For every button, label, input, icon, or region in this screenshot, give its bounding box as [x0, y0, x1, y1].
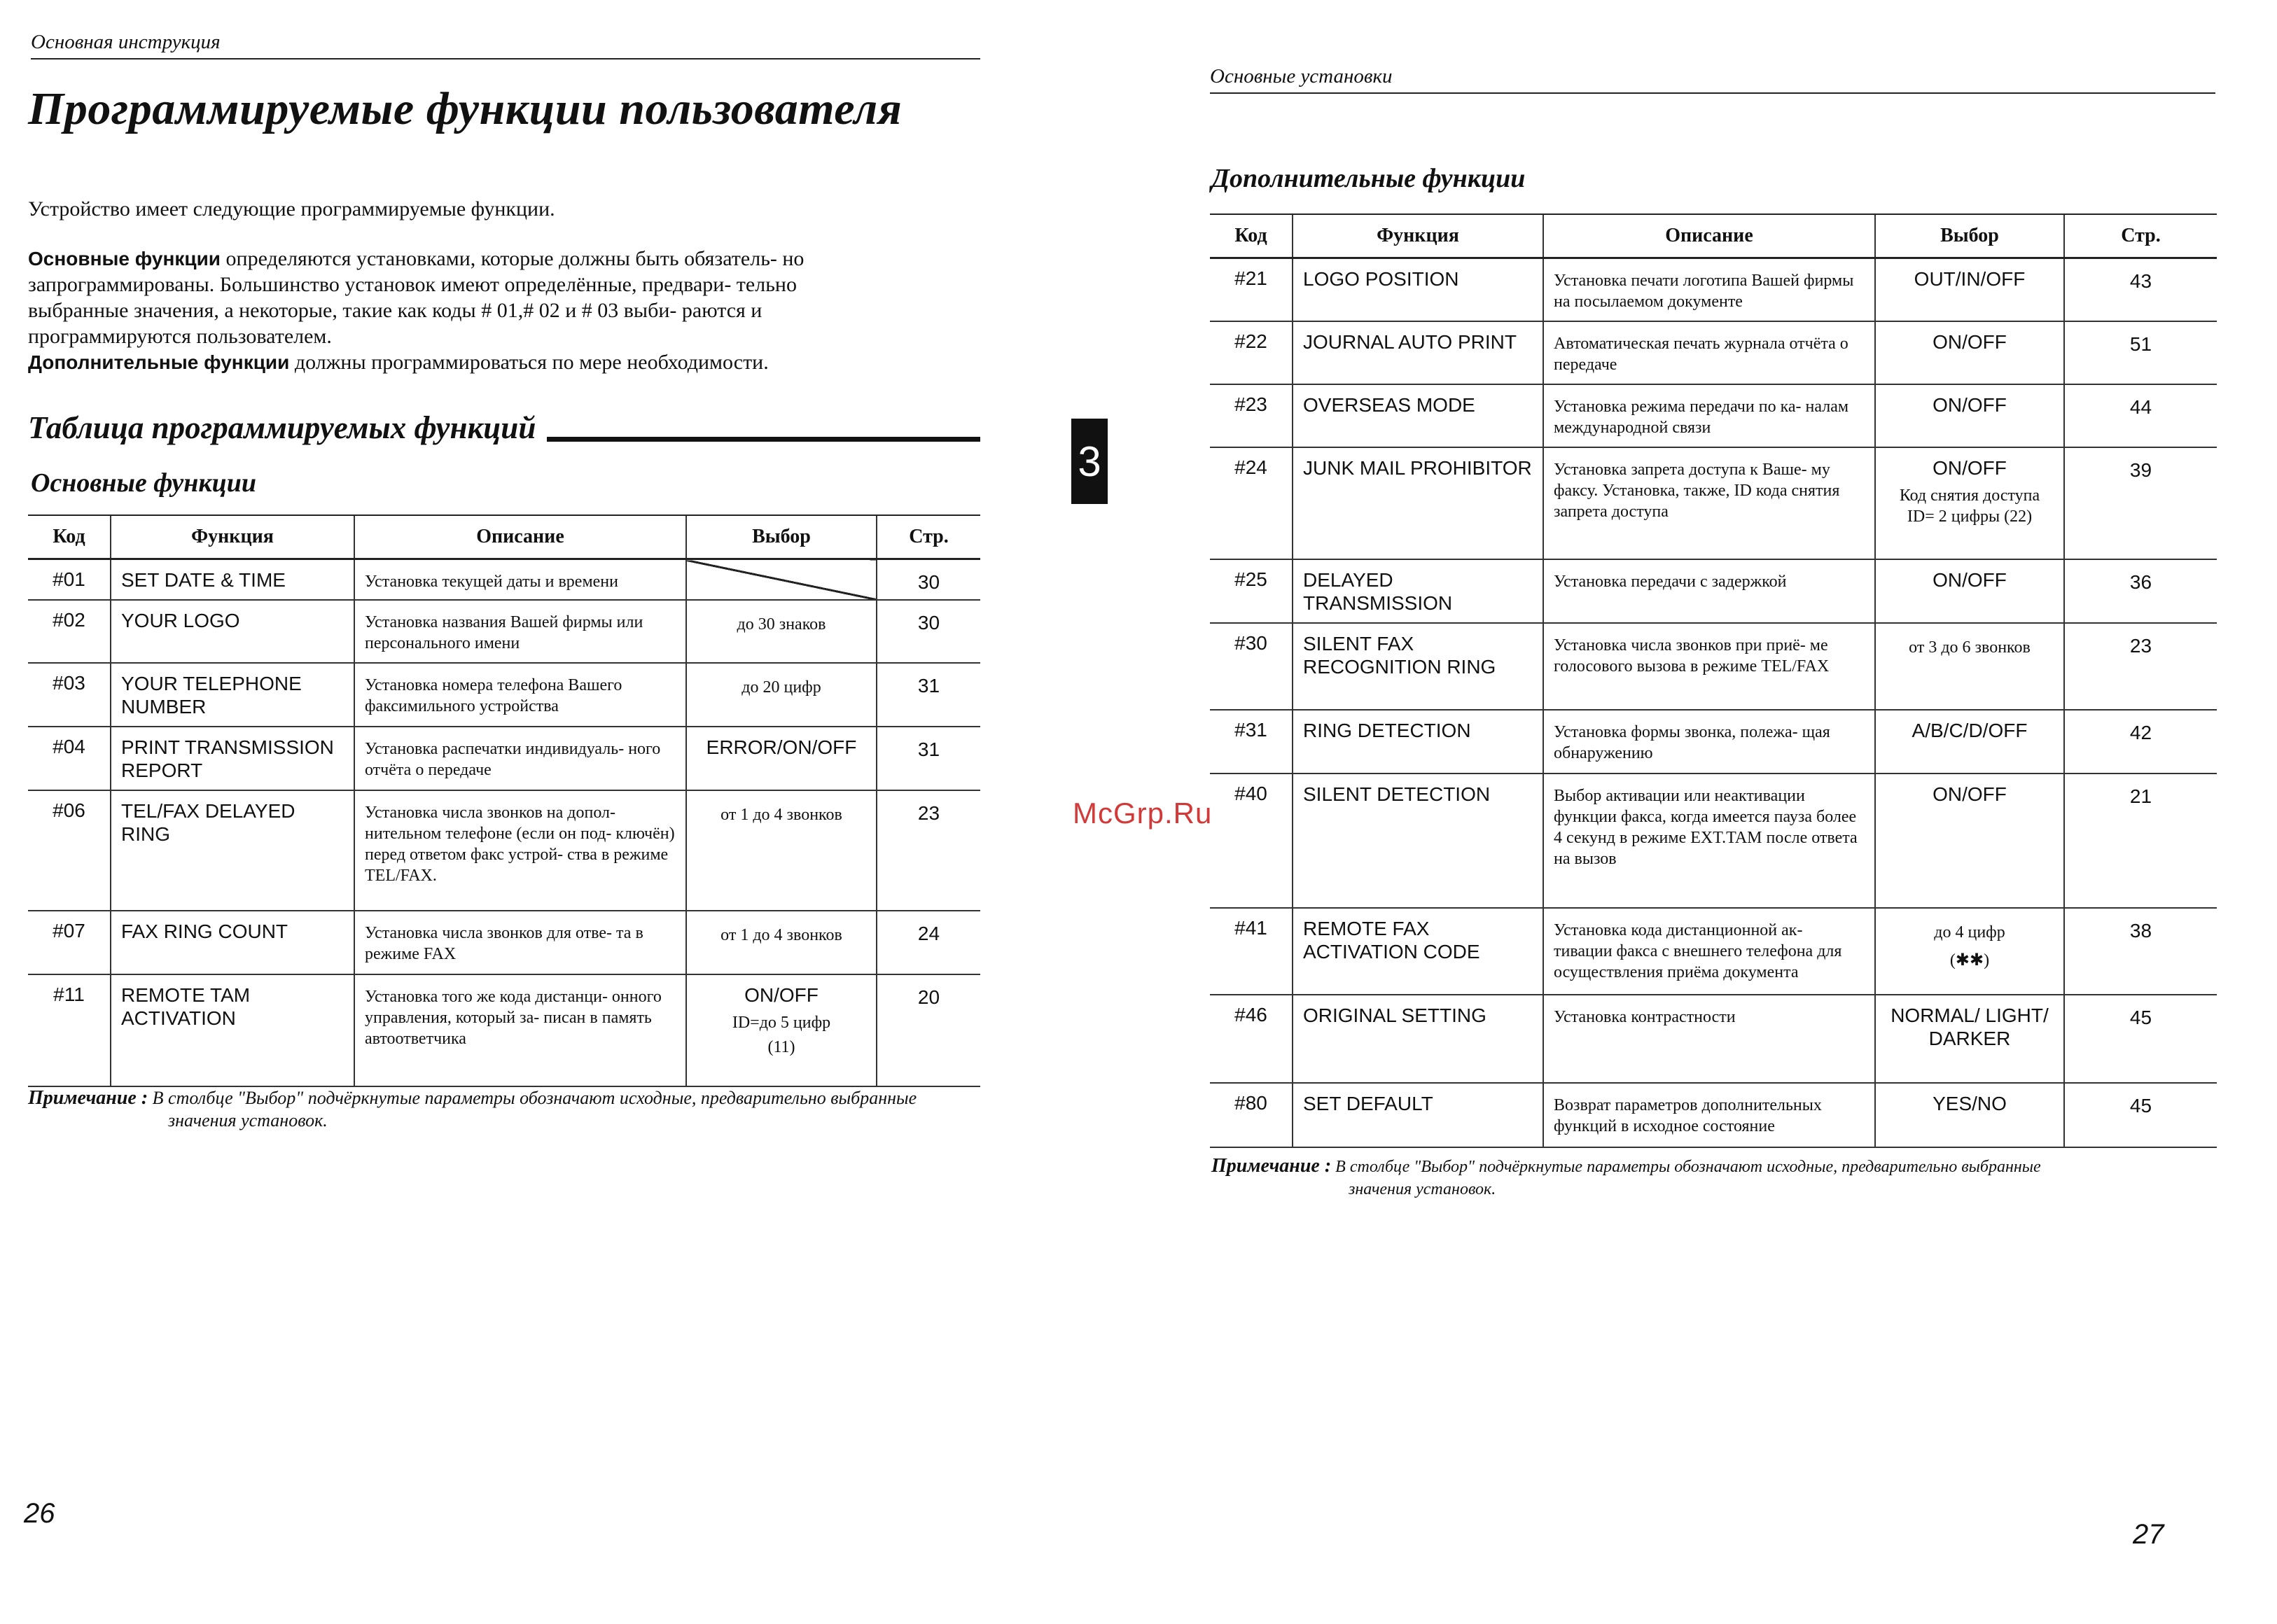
page-cell: 42: [2064, 710, 2217, 774]
table-row: [28, 974, 980, 1086]
code-cell: #03: [28, 663, 111, 727]
description-cell: Установка текущей даты и времени: [354, 559, 686, 601]
description-cell: Установка номера телефона Вашего факсимильного устройства: [354, 663, 686, 727]
choice-cell: NORMAL/ LIGHT/ DARKER: [1875, 995, 2064, 1083]
page-number: 27: [2133, 1519, 2164, 1550]
function-cell: SILENT DETECTION: [1293, 774, 1543, 908]
function-cell: FAX RING COUNT: [111, 911, 354, 974]
page-cell: 43: [2064, 258, 2217, 321]
code-cell: #04: [28, 727, 111, 790]
table-row: [1210, 559, 2217, 623]
page-cell: 31: [877, 727, 980, 790]
function-cell: TEL/FAX DELAYED RING: [111, 790, 354, 911]
function-cell: SILENT FAX RECOGNITION RING: [1293, 623, 1543, 710]
section-title: Таблица программируемых функций: [28, 410, 980, 446]
table-row: [28, 790, 980, 911]
function-cell: LOGO POSITION: [1293, 258, 1543, 321]
page-number: 26: [24, 1498, 55, 1529]
table-header-row: [28, 515, 980, 559]
table-note: Примечание : В столбце "Выбор" подчёркнутые параметры обозначают исходные, предварительно выбранные значения установок.: [28, 1087, 917, 1130]
choice-cell: ON/OFF Код снятия доступа ID= 2 цифры (22): [1875, 447, 2064, 559]
function-cell: SET DATE & TIME: [111, 559, 354, 601]
function-cell: DELAYED TRANSMISSION: [1293, 559, 1543, 623]
basic-functions-table: [28, 514, 980, 1087]
function-cell: PRINT TRANSMISSION REPORT: [111, 727, 354, 790]
choice-cell: от 3 до 6 звонков: [1875, 623, 2064, 710]
function-cell: YOUR LOGO: [111, 600, 354, 663]
page-cell: 24: [877, 911, 980, 974]
table-row: [28, 727, 980, 790]
code-cell: #25: [1210, 559, 1293, 623]
code-cell: #24: [1210, 447, 1293, 559]
choice-cell: от 1 до 4 звонков: [686, 911, 877, 974]
left-page: [0, 0, 1138, 1624]
page-cell: 36: [2064, 559, 2217, 623]
code-cell: #31: [1210, 710, 1293, 774]
choice-cell: до 20 цифр: [686, 663, 877, 727]
table-row: [1210, 774, 2217, 908]
choice-cell: до 4 цифр (✱✱): [1875, 908, 2064, 995]
code-cell: #41: [1210, 908, 1293, 995]
page-cell: 38: [2064, 908, 2217, 995]
choice-cell: от 1 до 4 звонков: [686, 790, 877, 911]
choice-cell: ERROR/ON/OFF: [686, 727, 877, 790]
description-cell: Установка запрета доступа к Ваше- му факсу. Установка, также, ID кода снятия запрета доступа: [1543, 447, 1875, 559]
table-row: [1210, 908, 2217, 995]
running-header: Основные установки: [1210, 65, 2215, 94]
subsection-title: Основные функции: [31, 468, 257, 498]
intro-text: [28, 196, 896, 399]
table-row: [28, 559, 980, 601]
table-note: Примечание : В столбце "Выбор" подчёркнутые параметры обозначают исходные, предварительно выбранные значения установок.: [1211, 1155, 2041, 1198]
table-header: Функция: [1293, 214, 1543, 258]
choice-cell: OUT/IN/OFF: [1875, 258, 2064, 321]
page-cell: 31: [877, 663, 980, 727]
watermark: McGrp.Ru: [1073, 797, 1213, 830]
table-row: [1210, 258, 2217, 321]
page-cell: 39: [2064, 447, 2217, 559]
subsection-title: Дополнительные функции: [1211, 164, 1526, 193]
page-cell: 44: [2064, 384, 2217, 447]
choice-cell: A/B/C/D/OFF: [1875, 710, 2064, 774]
table-header: Выбор: [1875, 214, 2064, 258]
description-cell: Автоматическая печать журнала отчёта о передаче: [1543, 321, 1875, 384]
choice-cell: [686, 559, 877, 601]
description-cell: Установка распечатки индивидуаль- ного отчёта о передаче: [354, 727, 686, 790]
right-page: [1138, 0, 2277, 1624]
table-row: [1210, 995, 2217, 1083]
description-cell: Установка числа звонков на допол- нительном телефоне (если он под- ключён) перед ответом факс устрой- ства в режиме TEL/FAX.: [354, 790, 686, 911]
function-cell: JUNK MAIL PROHIBITOR: [1293, 447, 1543, 559]
table-row: [1210, 447, 2217, 559]
page-cell: 30: [877, 559, 980, 601]
page-title: Программируемые функции пользователя: [28, 83, 903, 134]
code-cell: #06: [28, 790, 111, 911]
table-header-row: [1210, 214, 2217, 258]
intro-paragraph: Основные функции определяются установками, которые должны быть обязатель- но запрограммированы. Большинство установок имеют определённые, предвари- тельно выбранные значения, а некоторые, такие как коды # 01,# 02 и # 03 выби- раются и программируются пользователем. Дополнительные функции должны программироваться по мере необходимости.: [28, 247, 805, 374]
function-cell: JOURNAL AUTO PRINT: [1293, 321, 1543, 384]
page-cell: 45: [2064, 995, 2217, 1083]
intro-line: Устройство имеет следующие программируемые функции.: [28, 197, 555, 220]
choice-cell: YES/NO: [1875, 1083, 2064, 1147]
code-cell: #11: [28, 974, 111, 1086]
code-cell: #01: [28, 559, 111, 601]
choice-cell: до 30 знаков: [686, 600, 877, 663]
table-header: Код: [28, 515, 111, 559]
table-header: Стр.: [2064, 214, 2217, 258]
description-cell: Выбор активации или неактивации функции факса, когда имеется пауза более 4 секунд в режиме EXT.TAM после ответа на вызов: [1543, 774, 1875, 908]
description-cell: Установка числа звонков при приё- ме голосового вызова в режиме TEL/FAX: [1543, 623, 1875, 710]
code-cell: #46: [1210, 995, 1293, 1083]
chapter-tab: 3: [1071, 419, 1108, 504]
code-cell: #80: [1210, 1083, 1293, 1147]
choice-cell: ON/OFF: [1875, 559, 2064, 623]
code-cell: #30: [1210, 623, 1293, 710]
code-cell: #22: [1210, 321, 1293, 384]
running-header: Основная инструкция: [31, 31, 980, 59]
description-cell: Установка формы звонка, полежа- щая обнаружению: [1543, 710, 1875, 774]
function-cell: REMOTE TAM ACTIVATION: [111, 974, 354, 1086]
page-cell: 30: [877, 600, 980, 663]
choice-cell: ON/OFF ID=до 5 цифр (11): [686, 974, 877, 1086]
code-cell: #21: [1210, 258, 1293, 321]
table-row: [1210, 710, 2217, 774]
function-cell: OVERSEAS MODE: [1293, 384, 1543, 447]
code-cell: #40: [1210, 774, 1293, 908]
table-header: Описание: [354, 515, 686, 559]
table-header: Стр.: [877, 515, 980, 559]
page-cell: 21: [2064, 774, 2217, 908]
choice-cell: ON/OFF: [1875, 774, 2064, 908]
function-cell: YOUR TELEPHONE NUMBER: [111, 663, 354, 727]
page-cell: 23: [2064, 623, 2217, 710]
description-cell: Установка печати логотипа Вашей фирмы на посылаемом документе: [1543, 258, 1875, 321]
description-cell: Установка названия Вашей фирмы или персонального имени: [354, 600, 686, 663]
page-cell: 20: [877, 974, 980, 1086]
code-cell: #07: [28, 911, 111, 974]
table-row: [28, 663, 980, 727]
page-cell: 23: [877, 790, 980, 911]
table-row: [1210, 321, 2217, 384]
description-cell: Установка числа звонков для отве- та в режиме FAX: [354, 911, 686, 974]
table-header: Код: [1210, 214, 1293, 258]
choice-cell: ON/OFF: [1875, 384, 2064, 447]
description-cell: Установка режима передачи по ка- налам международной связи: [1543, 384, 1875, 447]
description-cell: Установка кода дистанционной ак- тивации факса с внешнего телефона для осуществления приёма документа: [1543, 908, 1875, 995]
choice-cell: ON/OFF: [1875, 321, 2064, 384]
table-row: [1210, 1083, 2217, 1147]
description-cell: Возврат параметров дополнительных функций в исходное состояние: [1543, 1083, 1875, 1147]
code-cell: #23: [1210, 384, 1293, 447]
function-cell: REMOTE FAX ACTIVATION CODE: [1293, 908, 1543, 995]
table-row: [1210, 384, 2217, 447]
function-cell: ORIGINAL SETTING: [1293, 995, 1543, 1083]
description-cell: Установка передачи с задержкой: [1543, 559, 1875, 623]
table-header: Описание: [1543, 214, 1875, 258]
description-cell: Установка контрастности: [1543, 995, 1875, 1083]
table-header: Выбор: [686, 515, 877, 559]
additional-functions-table: [1210, 214, 2217, 1148]
table-row: [28, 911, 980, 974]
description-cell: Установка того же кода дистанци- онного управления, который за- писан в память автоответчика: [354, 974, 686, 1086]
table-row: [28, 600, 980, 663]
code-cell: #02: [28, 600, 111, 663]
function-cell: RING DETECTION: [1293, 710, 1543, 774]
function-cell: SET DEFAULT: [1293, 1083, 1543, 1147]
page-cell: 51: [2064, 321, 2217, 384]
page-cell: 45: [2064, 1083, 2217, 1147]
table-header: Функция: [111, 515, 354, 559]
table-row: [1210, 623, 2217, 710]
